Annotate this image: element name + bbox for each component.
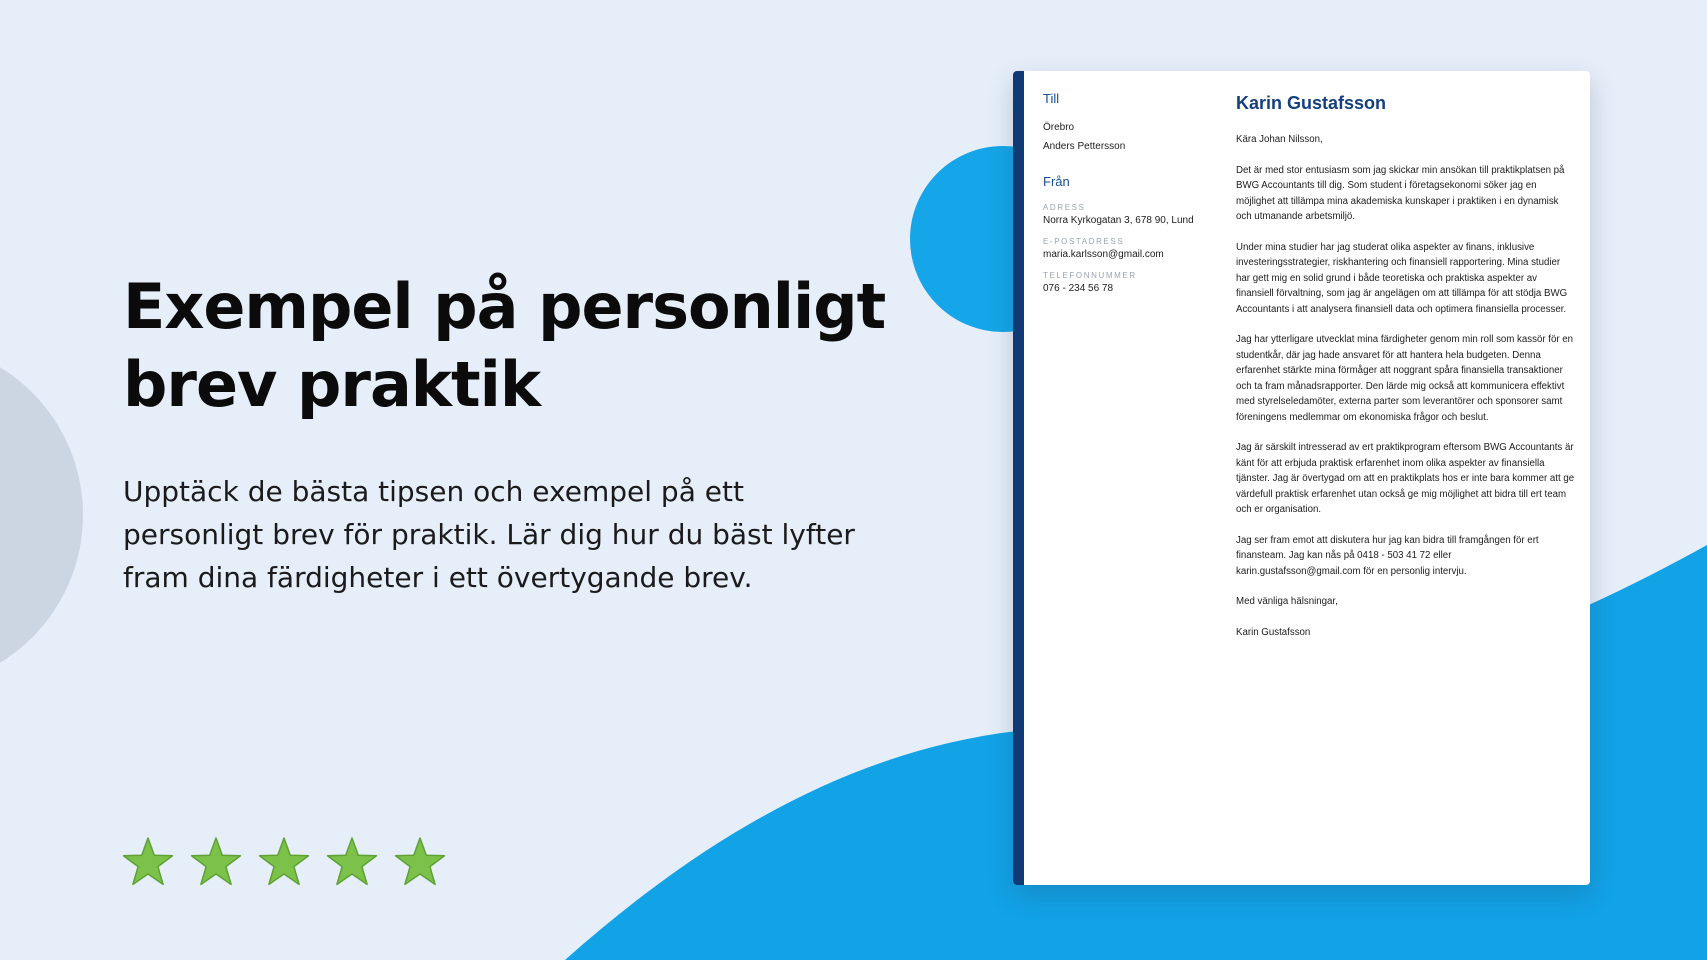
star-icon bbox=[258, 836, 310, 888]
address-label: ADRESS bbox=[1043, 203, 1086, 212]
closing: Med vänliga hälsningar, bbox=[1236, 596, 1338, 607]
letter-accent-stripe bbox=[1013, 71, 1024, 885]
star-icon bbox=[326, 836, 378, 888]
recipient-city: Örebro bbox=[1043, 122, 1075, 133]
letter-body bbox=[1236, 93, 1576, 655]
grey-circle-decoration bbox=[0, 342, 83, 688]
till-heading: Till bbox=[1043, 91, 1060, 106]
paragraph: Jag ser fram emot att diskutera hur jag kan bidra till framgången för ert finansteam. Jag kan nås på 0418 - 503 41 72 eller karin.gustafsson@gmail.com för en personlig intervju. bbox=[1236, 534, 1539, 577]
paragraph: Jag har ytterligare utvecklat mina färdigheter genom min roll som kassör för en studentkår, där jag hade ansvaret för att hantera hela budgeten. Denna erfarenhet stärkte mina förmåger att noggrant spåra finansiella transaktioner och ta fram månadsrapporter. Den lärde mig också att kommunicera effektivt med styrelseledamöter, externa parter som leverantörer och sponsorer samt föreningens medlemmar om ekonomiska frågor och beslut. bbox=[1236, 334, 1574, 423]
salutation: Kära Johan Nilsson, bbox=[1236, 134, 1323, 145]
email-label: E-POSTADRESS bbox=[1043, 237, 1125, 246]
star-icon bbox=[122, 836, 174, 888]
letter-sidebar bbox=[1043, 91, 1213, 301]
phone-value: 076 - 234 56 78 bbox=[1043, 283, 1114, 294]
signature: Karin Gustafsson bbox=[1236, 626, 1311, 638]
recipient-name: Anders Pettersson bbox=[1043, 141, 1126, 152]
paragraph: Det är med stor entusiasm som jag skickar min ansökan till praktikplatsen på BWG Accountants till dig. Som student i företagsekonomi söker jag en möjlighet att tillämpa mina akademiska kunskaper i praktiken i en dynamisk och utmanande arbetsmiljö. bbox=[1236, 164, 1565, 222]
paragraph: Under mina studier har jag studerat olika aspekter av finans, inklusive investeringsstrategier, riskhantering och finansiell rapportering. Mina studier har gett mig en solid grund i både teoretiska och praktiska aspekter av finansiell förvaltning, som jag är angelägen om att tillämpa för att stödja BWG Accountants i att analysera finansiell data och optimera finansiella processer. bbox=[1236, 241, 1568, 315]
paragraph: Jag är särskilt intresserad av ert praktikprogram eftersom BWG Accountants är känt för att erbjuda praktisk erfarenhet inom olika aspekter av finansiella tjänster. Jag är övertygad om att en praktikplats hos er inte bara kommer att ge värdefull praktisk erfarenhet utan också ge mig möjlighet att bidra till ert team och er organisation. bbox=[1236, 442, 1575, 515]
sender-name: Karin Gustafsson bbox=[1236, 93, 1387, 113]
address-value: Norra Kyrkogatan 3, 678 90, Lund bbox=[1043, 215, 1194, 226]
star-icon bbox=[394, 836, 446, 888]
email-value: maria.karlsson@gmail.com bbox=[1043, 249, 1164, 260]
page-description: Upptäck de bästa tipsen och exempel på ett personligt brev för praktik. Lär dig hur du bäst lyfter fram dina färdigheter i ett övertygande brev. bbox=[123, 475, 855, 594]
page-title: Exempel på personligt brev praktik bbox=[123, 270, 886, 421]
star-icon bbox=[190, 836, 242, 888]
cover-letter-preview bbox=[1013, 71, 1590, 885]
star-rating bbox=[122, 836, 446, 890]
fran-heading: Från bbox=[1043, 174, 1070, 189]
phone-label: TELEFONNUMMER bbox=[1043, 271, 1137, 280]
